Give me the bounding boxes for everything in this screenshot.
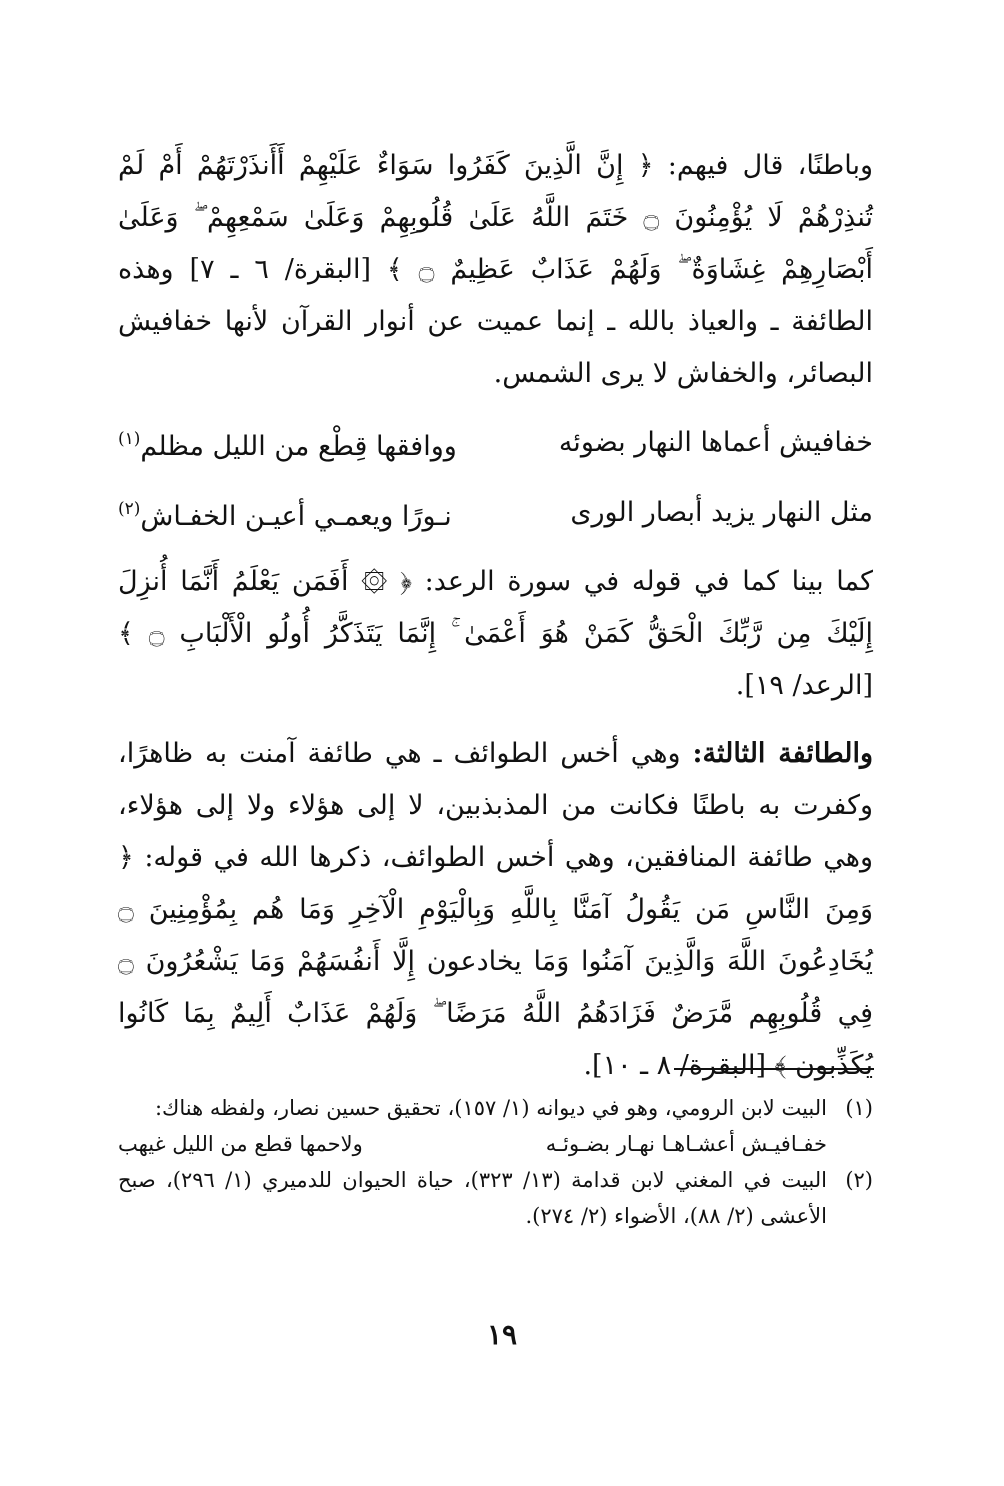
poem-1-right-hemistich: خفافيش أعماها النهار بضوئه <box>558 427 873 458</box>
footnote-1-poem-right: خفـافيـش أعشـاهـا نهـار بضـوئـه <box>545 1132 827 1156</box>
poem-2-left-hemistich: نـورًا ويعمـي أعيـن الخفـاش$^{(٢)}$ <box>118 499 452 532</box>
footnote-1-poem-left: ولاحمها قطع من الليل غيهب <box>118 1132 363 1156</box>
paragraph-3 <box>118 728 873 1092</box>
footnote-ref-1[interactable]: (١) <box>118 429 141 449</box>
footnote-2-number: (٢) <box>845 1168 873 1192</box>
poem-line-1 <box>118 416 873 470</box>
footnote-1-poem <box>118 1126 873 1162</box>
footnote-1 <box>118 1090 873 1126</box>
poem-line-2 <box>118 486 873 540</box>
paragraph-3-body: وهي أخس الطوائف ـ هي طائفة آمنت به ظاهرًا، وكفرت به باطنًا فكانت من المذبذبين، لا إلى هؤلاء ولا إلى هؤلاء، وهي طائفة المنافقين، وهي أخس الطوائف، ذكرها الله في قوله: ﴿ وَمِنَ النَّاسِ مَن يَقُولُ آمَنَّا بِاللَّهِ وَبِالْيَوْمِ الْآخِرِ وَمَا هُم بِمُؤْمِنِينَ ۝ يُخَادِعُونَ اللَّهَ وَالَّذِينَ آمَنُوا وَمَا يخادعون إِلَّا أَنفُسَهُمْ وَمَا يَشْعُرُونَ ۝ فِي قُلُوبِهِم مَّرَضٌ فَزَادَهُمُ اللَّهُ مَرَضًا ۖ وَلَهُمْ عَذَابٌ أَلِيمٌ بِمَا كَانُوا يُكَذِّبون ﴾ [البقرة/ ٨ ـ ١٠]. <box>118 738 873 1081</box>
poem-1-left-hemistich: ووافقها قِطْع من الليل مظلم$^{(١)}$ <box>118 429 457 462</box>
page-number: ١٩ <box>486 1318 518 1351</box>
footnote-2 <box>118 1162 873 1234</box>
footnote-ref-2[interactable]: (٢) <box>118 499 141 519</box>
paragraph-1: وباطنًا، قال فيهم: ﴿ إِنَّ الَّذِينَ كَفَرُوا سَوَاءٌ عَلَيْهِمْ أَأَنذَرْتَهُمْ أَمْ لَمْ تُنذِرْهُمْ لَا يُؤْمِنُونَ ۝ خَتَمَ اللَّهُ عَلَىٰ قُلُوبِهِمْ وَعَلَىٰ سَمْعِهِمْ ۖ وَعَلَىٰ أَبْصَارِهِمْ غِشَاوَةٌ ۖ وَلَهُمْ عَذَابٌ عَظِيمٌ ۝ ﴾ [البقرة/ ٦ ـ ٧] وهذه الطائفة ـ والعياذ بالله ـ إنما عميت عن أنوار القرآن لأنها خفافيش البصائر، والخفاش لا يرى الشمس. <box>118 150 873 389</box>
footnote-divider <box>674 1068 874 1070</box>
poem-2-right-hemistich: مثل النهار يزيد أبصار الورى <box>570 497 873 528</box>
footnotes <box>118 1090 873 1234</box>
section-lead: والطائفة الثالثة: <box>692 738 873 769</box>
footnote-1-number: (١) <box>845 1096 873 1120</box>
paragraph-2: كما بينا كما في قوله في سورة الرعد: ﴿ ۞ أَفَمَن يَعْلَمُ أَنَّمَا أُنزِلَ إِلَيْكَ مِن رَّبِّكَ الْحَقُّ كَمَنْ هُوَ أَعْمَىٰ ۚ إِنَّمَا يَتَذَكَّرُ أُولُو الْأَلْبَابِ ۝ ﴾ [الرعد/ ١٩]. <box>118 566 873 701</box>
footnote-2-text: البيت في المغني لابن قدامة (١٣/ ٣٢٣)، حياة الحيوان للدميري (١/ ٢٩٦)، صبح الأعشى (٢/ ٨٨)، الأضواء (٢/ ٢٧٤). <box>118 1168 827 1228</box>
footnote-1-text: البيت لابن الرومي، وهو في ديوانه (١/ ١٥٧)، تحقيق حسين نصار، ولفظه هناك: <box>154 1096 827 1120</box>
main-text <box>118 140 873 1092</box>
